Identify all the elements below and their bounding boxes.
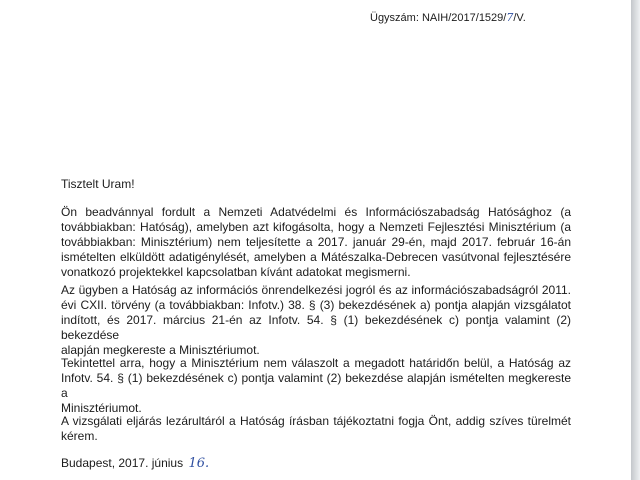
case-number: [370, 11, 526, 24]
date-text: Budapest, 2017. június: [61, 456, 184, 470]
paragraph-complaint: [61, 205, 571, 280]
paragraph-line: kérem.: [61, 429, 98, 443]
case-number-suffix: /V.: [513, 12, 526, 24]
paragraph-line: Minisztériumot.: [61, 401, 142, 415]
paragraph-line: Ön beadvánnyal fordult a Nemzeti Adatvédelmi és Információszabadság Hatósághoz (a: [61, 205, 571, 219]
paragraph-investigation: [61, 283, 571, 358]
paragraph-line: A vizsgálati eljárás lezárultáról a Hatóság írásban tájékoztatni fogja Önt, addig szíves türelmét: [61, 414, 571, 428]
paragraph-closing: [61, 414, 571, 444]
paragraph-line: továbbiakban: Minisztérium) nem teljesítette a 2017. január 29-én, majd 2017. február 16-án: [61, 235, 571, 249]
case-number-prefix: Ügyszám: NAIH/2017/1529/: [370, 12, 507, 24]
paragraph-line: Tekintettel arra, hogy a Minisztérium nem válaszolt a megadott határidőn belül, a Hatóság az: [61, 356, 571, 370]
salutation: Tisztelt Uram!: [61, 177, 135, 191]
paragraph-line: vonatkozó projektekkel kapcsolatban kívánt adatokat megismerni.: [61, 265, 411, 279]
date-handwritten-day: 16.: [188, 456, 210, 471]
paragraph-line: Infotv. 54. § (1) bekezdésének c) pontja valamint (2) bekezdése alapján ismételten megkereste a: [61, 371, 571, 400]
paragraph-line: indított, és 2017. március 21-én az Infotv. 54. § (1) bekezdésének c) pontja valamint (2) bekezdése: [61, 313, 571, 342]
paragraph-line: ismételten elküldött adatigénylését, amelyben a Mátészalka-Debrecen vasútvonal fejlesztésére: [61, 250, 571, 264]
paragraph-line: továbbiakban: Hatóság), amelyben azt kifogásolta, hogy a Nemzeti Fejlesztési Minisztérium (a: [61, 220, 571, 234]
viewer-background: [631, 0, 640, 480]
paragraph-repeat-request: [61, 356, 571, 416]
case-number-handwritten: 7: [506, 11, 514, 24]
paragraph-line: alapján megkereste a Minisztériumot.: [61, 343, 260, 357]
paragraph-line: évi CXII. törvény (a továbbiakban: Infotv.) 38. § (3) bekezdésének a) pontja alapján vizsgálatot: [61, 298, 571, 312]
paragraph-line: Az ügyben a Hatóság az információs önrendelkezési jogról és az információszabadságról 2011.: [61, 283, 571, 297]
letter-date: [61, 456, 209, 471]
